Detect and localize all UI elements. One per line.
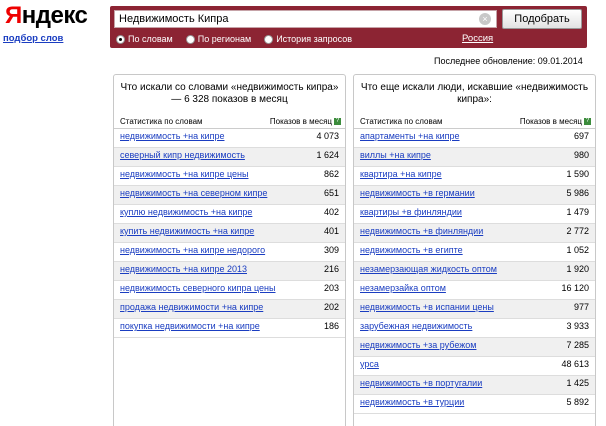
table-row bbox=[354, 395, 595, 414]
table-row bbox=[354, 357, 595, 376]
left-panel-columns bbox=[114, 115, 345, 129]
last-updated: Последнее обновление: 09.01.2014 bbox=[434, 56, 583, 66]
help-icon[interactable]: ? bbox=[335, 118, 340, 125]
table-row bbox=[354, 186, 595, 205]
keyword-link[interactable]: купить недвижимость +на кипре bbox=[120, 226, 255, 236]
table-row bbox=[354, 243, 595, 262]
col-keyword-header: Статистика по словам bbox=[120, 117, 203, 126]
impressions-count: 1 920 bbox=[566, 264, 589, 274]
radio-label: По регионам bbox=[197, 34, 252, 44]
radio-history[interactable] bbox=[264, 34, 352, 44]
keyword-link[interactable]: недвижимость +в финляндии bbox=[360, 226, 484, 236]
radio-label: История запросов bbox=[276, 34, 352, 44]
impressions-count: 202 bbox=[323, 302, 339, 312]
right-panel bbox=[353, 74, 596, 426]
region-link[interactable]: Россия bbox=[462, 33, 494, 44]
keyword-link[interactable]: недвижимость +на кипре цены bbox=[120, 169, 249, 179]
search-mode-radios bbox=[116, 32, 365, 46]
table-row bbox=[114, 205, 345, 224]
table-row bbox=[354, 319, 595, 338]
keyword-link[interactable]: недвижимость +на северном кипре bbox=[120, 188, 268, 198]
table-row bbox=[114, 224, 345, 243]
keyword-link[interactable]: апартаменты +на кипре bbox=[360, 131, 460, 141]
table-row bbox=[114, 262, 345, 281]
table-row bbox=[354, 300, 595, 319]
left-panel-title: Что искали со словами «недвижимость кипра» — 6 328 показов в месяц bbox=[120, 82, 339, 105]
impressions-count: 697 bbox=[573, 131, 589, 141]
keyword-link[interactable]: недвижимость +в египте bbox=[360, 245, 463, 255]
impressions-count: 3 933 bbox=[566, 321, 589, 331]
table-row bbox=[114, 300, 345, 319]
impressions-count: 401 bbox=[323, 226, 339, 236]
left-panel bbox=[113, 74, 346, 426]
table-row bbox=[354, 148, 595, 167]
table-row bbox=[354, 281, 595, 300]
radio-label: По словам bbox=[128, 34, 173, 44]
impressions-count: 16 120 bbox=[561, 283, 589, 293]
table-row bbox=[354, 205, 595, 224]
table-row bbox=[114, 319, 345, 338]
table-row bbox=[354, 129, 595, 148]
impressions-count: 5 892 bbox=[566, 397, 589, 407]
keyword-link[interactable]: северный кипр недвижимость bbox=[120, 150, 245, 160]
impressions-count: 1 590 bbox=[566, 169, 589, 179]
keyword-link[interactable]: урса bbox=[360, 359, 379, 369]
right-rows bbox=[354, 129, 595, 414]
keyword-link[interactable]: куплю недвижимость +на кипре bbox=[120, 207, 253, 217]
impressions-count: 48 613 bbox=[561, 359, 589, 369]
keyword-link[interactable]: незамерзающая жидкость оптом bbox=[360, 264, 497, 274]
impressions-count: 1 624 bbox=[316, 150, 339, 160]
table-row bbox=[114, 167, 345, 186]
table-row bbox=[114, 148, 345, 167]
keyword-link[interactable]: недвижимость +за рубежом bbox=[360, 340, 477, 350]
col-count-header: Показов в месяц bbox=[269, 117, 332, 126]
table-row bbox=[354, 167, 595, 186]
radio-by-words[interactable] bbox=[116, 34, 173, 44]
keyword-link[interactable]: виллы +на кипре bbox=[360, 150, 431, 160]
table-row bbox=[354, 338, 595, 357]
impressions-count: 2 772 bbox=[566, 226, 589, 236]
radio-dot-icon[interactable] bbox=[186, 35, 195, 44]
table-row bbox=[114, 129, 345, 148]
keyword-link[interactable]: продажа недвижимости +на кипре bbox=[120, 302, 264, 312]
table-row bbox=[354, 262, 595, 281]
table-row bbox=[354, 376, 595, 395]
impressions-count: 980 bbox=[573, 150, 589, 160]
help-icon[interactable]: ? bbox=[585, 118, 590, 125]
logo-first-letter: Я bbox=[5, 2, 22, 29]
keyword-link[interactable]: недвижимость +на кипре недорого bbox=[120, 245, 266, 255]
impressions-count: 309 bbox=[323, 245, 339, 255]
table-row bbox=[114, 243, 345, 262]
radio-dot-icon[interactable] bbox=[116, 35, 125, 44]
impressions-count: 4 073 bbox=[316, 131, 339, 141]
impressions-count: 216 bbox=[323, 264, 339, 274]
keyword-link[interactable]: недвижимость +в испании цены bbox=[360, 302, 494, 312]
left-rows bbox=[114, 129, 345, 338]
impressions-count: 1 425 bbox=[566, 378, 589, 388]
logo-rest: ндекс bbox=[21, 2, 88, 29]
keyword-link[interactable]: недвижимость +на кипре 2013 bbox=[120, 264, 247, 274]
clear-icon[interactable]: × bbox=[479, 13, 491, 25]
impressions-count: 402 bbox=[323, 207, 339, 217]
table-row bbox=[354, 224, 595, 243]
keyword-link[interactable]: недвижимость +в турции bbox=[360, 397, 465, 407]
keyword-link[interactable]: недвижимость +на кипре bbox=[120, 131, 225, 141]
radio-by-regions[interactable] bbox=[186, 34, 251, 44]
keyword-link[interactable]: зарубежная недвижимость bbox=[360, 321, 473, 331]
impressions-count: 186 bbox=[323, 321, 339, 331]
radio-dot-icon[interactable] bbox=[264, 35, 273, 44]
right-panel-columns bbox=[354, 115, 595, 129]
impressions-count: 5 986 bbox=[566, 188, 589, 198]
keyword-link[interactable]: квартира +на кипре bbox=[360, 169, 442, 179]
keyword-link[interactable]: недвижимость +в португалии bbox=[360, 378, 483, 388]
impressions-count: 977 bbox=[573, 302, 589, 312]
impressions-count: 7 285 bbox=[566, 340, 589, 350]
search-button[interactable]: Подобрать bbox=[502, 9, 582, 29]
keyword-link[interactable]: незамерзайка оптом bbox=[360, 283, 446, 293]
impressions-count: 1 052 bbox=[566, 245, 589, 255]
wordstat-link[interactable]: подбор слов bbox=[3, 33, 64, 44]
table-row bbox=[114, 281, 345, 300]
impressions-count: 1 479 bbox=[566, 207, 589, 217]
keyword-link[interactable]: квартиры +в финляндии bbox=[360, 207, 462, 217]
impressions-count: 651 bbox=[323, 188, 339, 198]
col-count-header: Показов в месяц bbox=[519, 117, 582, 126]
impressions-count: 862 bbox=[323, 169, 339, 179]
col-keyword-header: Статистика по словам bbox=[360, 117, 443, 126]
right-panel-title: Что еще искали люди, искавшие «недвижимость кипра»: bbox=[360, 82, 589, 105]
keyword-link[interactable]: недвижимость северного кипра цены bbox=[120, 283, 276, 293]
table-row bbox=[114, 186, 345, 205]
yandex-logo[interactable] bbox=[5, 2, 87, 30]
search-input[interactable] bbox=[114, 10, 497, 28]
search-bar bbox=[110, 6, 587, 48]
keyword-link[interactable]: недвижимость +в германии bbox=[360, 188, 475, 198]
keyword-link[interactable]: покупка недвижимости +на кипре bbox=[120, 321, 260, 331]
impressions-count: 203 bbox=[323, 283, 339, 293]
